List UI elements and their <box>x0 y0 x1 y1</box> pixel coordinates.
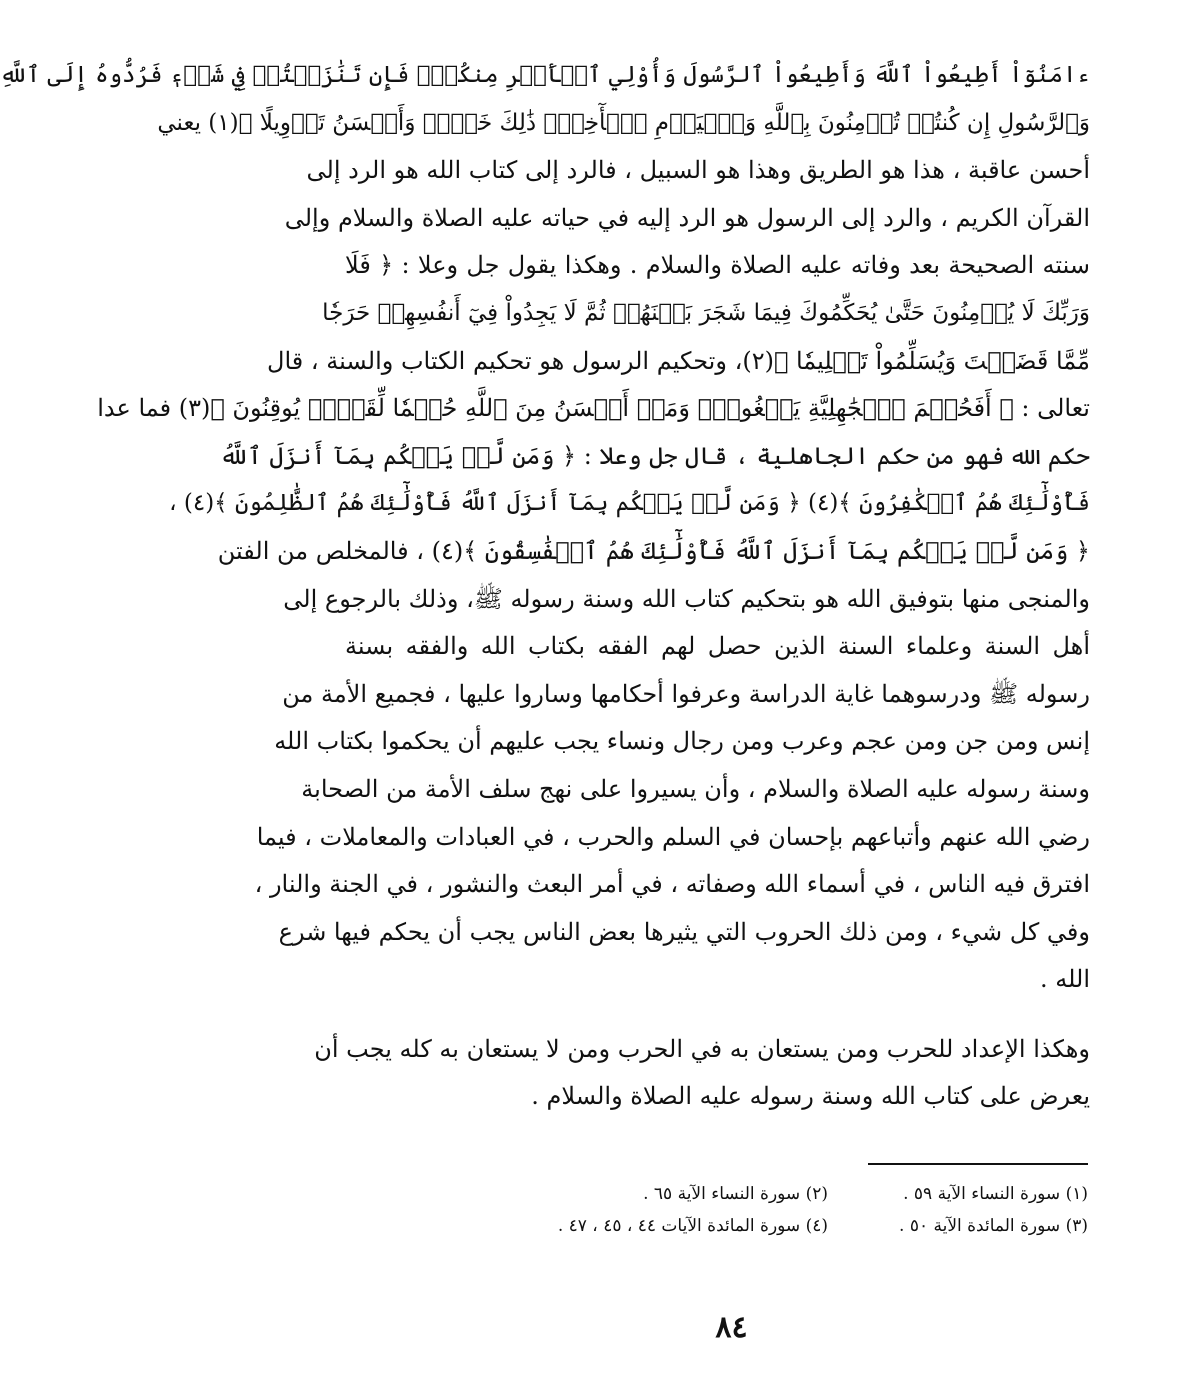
footnote-3: (٣) سورة المائدة الآية ٥٠ . <box>899 1216 1088 1236</box>
text-line-16: وسنة رسوله عليه الصلاة والسلام ، وأن يسيروا على نهج سلف الأمة من الصحابة <box>301 774 1090 803</box>
text-line-8: تعالى : ﴿ أَفَحُكۡمَ ٱلۡجَٰهِلِيَّةِ يَبۡغُونَۚ وَمَنۡ أَحۡسَنُ مِنَ ٱللَّهِ حُكۡمٗا لِّقَوۡمٖ يُوقِنُونَ ﴾(٣) فما عدا <box>97 394 1090 423</box>
footnote-1: (١) سورة النساء الآية ٥٩ . <box>903 1184 1088 1204</box>
text-line-4: القرآن الكريم ، والرد إلى الرسول هو الرد إليه في حياته عليه الصلاة والسلام وإلى <box>284 203 1090 232</box>
text-line-9: حكم الله فهو من حكم الجاهلية ، قال جل وعلا : ﴿ وَمَن لَّمۡ يَحۡكُم بِمَآ أَنزَلَ ٱللَّهُ <box>219 441 1090 470</box>
footnote-row-1 <box>528 1178 1088 1210</box>
text-line-1: ءامَنُوٓاْ أَطِيعُواْ ٱللَّهَ وَأَطِيعُواْ ٱلرَّسُولَ وَأُوْلِي ٱلۡأَمۡرِ مِنكُمۡۖ فَإِن تَنَٰزَعۡتُمۡ فِي شَيۡءٖ فَرُدُّوهُ إِلَى ٱللَّهِ <box>0 62 1090 88</box>
text-line-14: رسوله ﷺ ودرسوهما غاية الدراسة وعرفوا أحكامها وساروا عليها ، فجميع الأمة من <box>282 679 1090 708</box>
page-number: ٨٤ <box>715 1310 748 1345</box>
footnote-divider <box>868 1163 1088 1165</box>
text-line-3: أحسن عاقبة ، هذا هو الطريق وهذا هو السبيل ، فالرد إلى كتاب الله هو الرد إلى <box>306 156 1090 185</box>
text-line-6: وَرَبِّكَ لَا يُؤۡمِنُونَ حَتَّىٰ يُحَكِّمُوكَ فِيمَا شَجَرَ بَيۡنَهُمۡ ثُمَّ لَا يَجِدُواْ فِيٓ أَنفُسِهِمۡ حَرَجٗا <box>322 299 1090 326</box>
paragraph2-line-1: وهكذا الإعداد للحرب ومن يستعان به في الحرب ومن لا يستعان به كله يجب أن <box>314 1034 1090 1063</box>
footnote-row-2 <box>528 1210 1088 1242</box>
text-line-19: وفي كل شيء ، ومن ذلك الحروب التي يثيرها بعض الناس يجب أن يحكم فيها شرع <box>278 917 1090 946</box>
main-text <box>0 52 1090 1121</box>
text-line-11: ﴿ وَمَن لَّمۡ يَحۡكُم بِمَآ أَنزَلَ ٱللَّهُ فَأُوْلَٰٓئِكَ هُمُ ٱلۡفَٰسِقُونَ ﴾(٤) ، فالمخلص من الفتن <box>217 536 1090 565</box>
text-line-18: افترق فيه الناس ، في أسماء الله وصفاته ، في أمر البعث والنشور ، في الجنة والنار ، <box>254 870 1090 899</box>
footnote-2: (٢) سورة النساء الآية ٦٥ . <box>643 1184 828 1204</box>
paragraph-gap <box>345 1004 1090 1026</box>
text-line-20: الله . <box>1039 965 1090 994</box>
text-line-17: رضي الله عنهم وأتباعهم بإحسان في السلم والحرب ، في العبادات والمعاملات ، فيما <box>256 822 1090 851</box>
text-line-12: والمنجى منها بتوفيق الله هو بتحكيم كتاب الله وسنة رسوله ﷺ، وذلك بالرجوع إلى <box>283 584 1090 613</box>
footnotes <box>528 1178 1088 1242</box>
text-line-2: وَٱلرَّسُولِ إِن كُنتُمۡ تُؤۡمِنُونَ بِٱللَّهِ وَٱلۡيَوۡمِ ٱلۡأٓخِرِۚ ذَٰلِكَ خَيۡرٞ وَأَحۡسَنُ تَأۡوِيلًا ﴾(١) يعني <box>157 109 1090 136</box>
text-line-13: أهل السنة وعلماء السنة الذين حصل لهم الفقه بكتاب الله والفقه بسنة <box>345 632 1090 661</box>
text-line-7: مِّمَّا قَضَيۡتَ وَيُسَلِّمُواْ تَسۡلِيمٗا ﴾(٢)، وتحكيم الرسول هو تحكيم الكتاب والسنة ، قال <box>267 346 1090 375</box>
text-line-10: فَأُوْلَٰٓئِكَ هُمُ ٱلۡكَٰفِرُونَ ﴾(٤) ﴿ وَمَن لَّمۡ يَحۡكُم بِمَآ أَنزَلَ ٱللَّهُ فَأُوْلَٰٓئِكَ هُمُ ٱلظَّٰلِمُونَ ﴾(٤) ، <box>169 490 1090 517</box>
paragraph2-line-2: يعرض على كتاب الله وسنة رسوله عليه الصلاة والسلام . <box>531 1082 1090 1111</box>
text-line-15: إنس ومن جن ومن عجم وعرب ومن رجال ونساء يجب عليهم أن يحكموا بكتاب الله <box>274 727 1090 756</box>
footnote-4: (٤) سورة المائدة الآيات ٤٤ ، ٤٥ ، ٤٧ . <box>557 1216 828 1236</box>
text-line-5: سنته الصحيحة بعد وفاته عليه الصلاة والسلام . وهكذا يقول جل وعلا : ﴿ فَلَا <box>345 251 1090 280</box>
